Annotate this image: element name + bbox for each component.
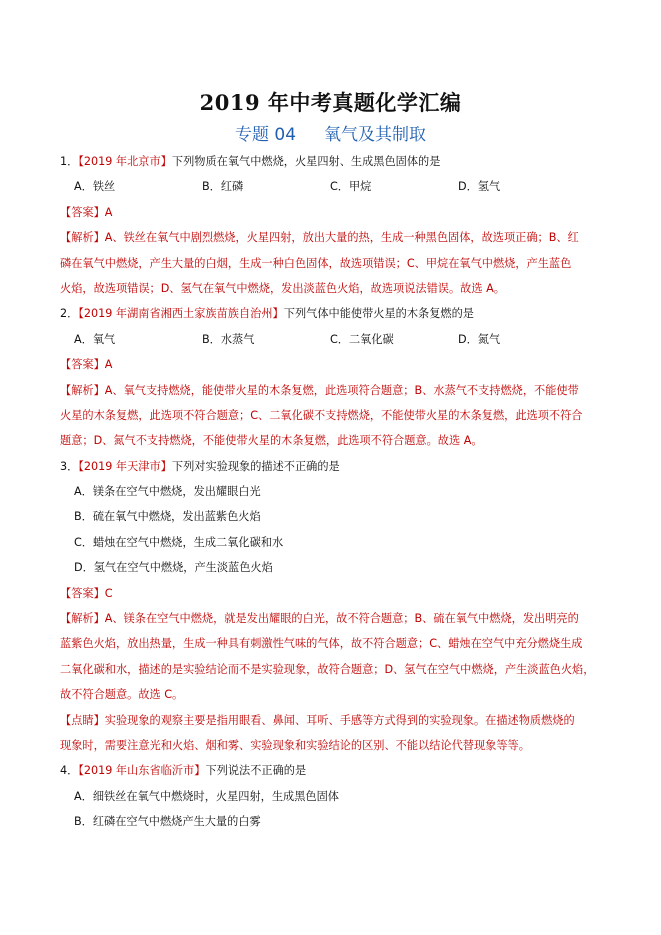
option: A．细铁丝在氧气中燃烧时，火星四射，生成黑色固体 (74, 789, 339, 803)
answer: 【答案】C (60, 586, 113, 600)
option: D．氢气 (458, 180, 501, 194)
option: B．红磷在空气中燃烧产生大量的白雾 (74, 815, 261, 829)
source-tag: 【2019 年山东省临沂市】 (78, 764, 206, 778)
option: B．硫在氧气中燃烧，发出蓝紫色火焰 (74, 510, 261, 524)
analysis-line: 故不符合题意。故选 C。 (60, 688, 184, 702)
analysis-line: 磷在氧气中燃烧，产生大量的白烟，生成一种白色固体，故选项错误；C、甲烷在氧气中燃烧，产生蓝色 (60, 256, 572, 270)
source-tag: 【2019 年天津市】 (78, 459, 172, 473)
note-line: 现象时，需要注意光和火焰、烟和雾、实验现象和实验结论的区别、不能以结论代替现象等等。 (60, 738, 530, 752)
source-tag: 【2019 年湖南省湘西土家族苗族自治州】 (78, 307, 284, 321)
option: B．水蒸气 (202, 332, 255, 346)
question-stem: 2．【2019 年湖南省湘西土家族苗族自治州】下列气体中能使带火星的木条复燃的是 (60, 307, 474, 321)
source-tag: 【2019 年北京市】 (78, 155, 172, 168)
question-stem: 3．【2019 年天津市】下列对实验现象的描述不正确的是 (60, 459, 340, 473)
question-stem: 4．【2019 年山东省临沂市】下列说法不正确的是 (60, 764, 307, 778)
question-stem: 1．【2019 年北京市】下列物质在氧气中燃烧，火星四射、生成黑色固体的是 (60, 155, 441, 168)
topic-number: 专题 04 (234, 125, 297, 145)
page-title: 2019 年中考真题化学汇编 (199, 90, 462, 115)
answer: 【答案】A (60, 205, 113, 219)
option: C．二氧化碳 (330, 332, 394, 346)
topic-name: 氧气及其制取 (324, 125, 427, 145)
page-subtitle (0, 120, 661, 145)
analysis-line: 【解析】A、镁条在空气中燃烧，就是发出耀眼的白光，故不符合题意；B、硫在氧气中燃烧，发出明亮的 (60, 612, 579, 626)
option: A．铁丝 (74, 180, 116, 194)
analysis-line: 蓝紫色火焰，放出热量，生成一种具有刺激性气味的气体，故不符合题意；C、蜡烛在空气中充分燃烧生成 (60, 637, 583, 651)
option: D．氮气 (458, 332, 501, 346)
question-list (60, 149, 610, 835)
analysis-line: 二氧化碳和水，描述的是实验结论而不是实验现象，故符合题意；D、氢气在空气中燃烧，产生淡蓝色火焰， (60, 662, 595, 676)
analysis-line: 【解析】A、铁丝在氧气中剧烈燃烧，火星四射，放出大量的热，生成一种黑色固体，故选项正确；B、红 (60, 231, 579, 245)
option: C．甲烷 (330, 180, 372, 194)
answer: 【答案】A (60, 358, 113, 372)
analysis-line: 题意；D、氮气不支持燃烧，不能使带火星的木条复燃，此选项不符合题意。故选 A。 (60, 434, 483, 448)
option: C．蜡烛在空气中燃烧，生成二氧化碳和水 (74, 535, 284, 549)
options-row (60, 174, 610, 199)
option: A．氧气 (74, 332, 116, 346)
option: A．镁条在空气中燃烧，发出耀眼白光 (74, 485, 261, 499)
option: B．红磷 (202, 180, 244, 194)
analysis-line: 【解析】A、氧气支持燃烧，能使带火星的木条复燃，此选项符合题意；B、水蒸气不支持燃烧，不能使带 (60, 383, 579, 397)
analysis-line: 火星的木条复燃，此选项不符合题意；C、二氧化碳不支持燃烧，不能使带火星的木条复燃，此选项不符合 (60, 408, 583, 422)
analysis-line: 火焰，故选项错误；D、氢气在氧气中燃烧，发出淡蓝色火焰，故选项说法错误。故选 A。 (60, 281, 505, 295)
option: D．氢气在空气中燃烧，产生淡蓝色火焰 (74, 561, 273, 575)
options-row (60, 327, 610, 352)
note-line: 【点睛】实验现象的观察主要是指用眼看、鼻闻、耳听、手感等方式得到的实验现象。在描述物质燃烧的 (60, 713, 575, 727)
